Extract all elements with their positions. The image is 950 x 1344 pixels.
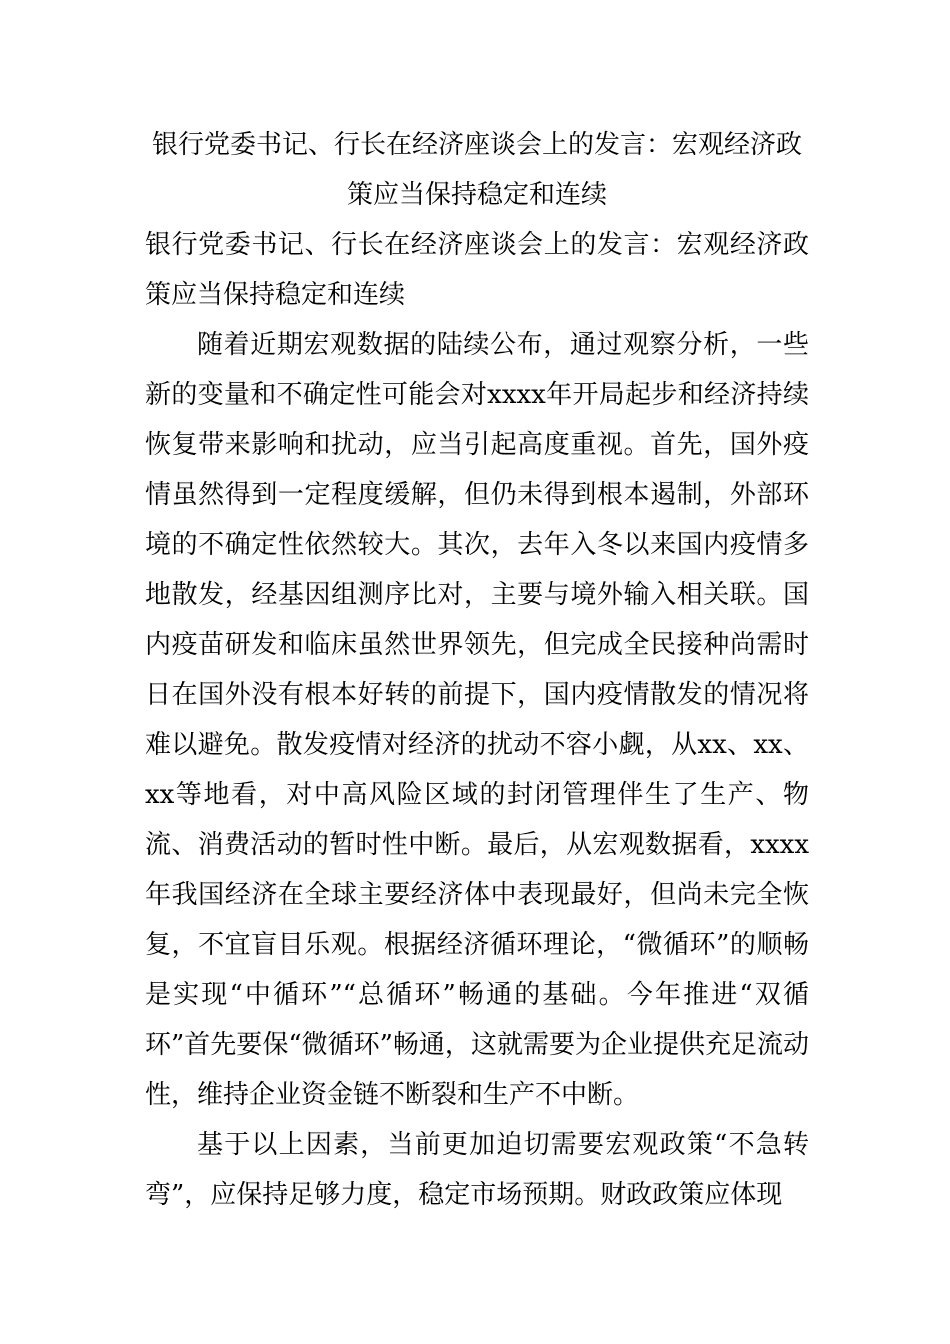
- document-page: [145, 120, 809, 1220]
- document-subtitle: 银行党委书记、行长在经济座谈会上的发言：宏观经济政策应当保持稳定和连续: [145, 230, 809, 310]
- document-title: 银行党委书记、行长在经济座谈会上的发言：宏观经济政策应当保持稳定和连续: [151, 130, 802, 210]
- body-paragraph-2: 基于以上因素，当前更加迫切需要宏观政策“不急转弯”，应保持足够力度，稳定市场预期。财政政策应体现: [145, 1130, 809, 1210]
- body-paragraph-1: 随着近期宏观数据的陆续公布，通过观察分析，一些新的变量和不确定性可能会对xxxx年开局起步和经济持续恢复带来影响和扰动，应当引起高度重视。首先，国外疫情虽然得到一定程度缓解，但仍未得到根本遏制，外部环境的不确定性依然较大。其次，去年入冬以来国内疫情多地散发，经基因组测序比对，主要与境外输入相关联。国内疫苗研发和临床虽然世界领先，但完成全民接种尚需时日在国外没有根本好转的前提下，国内疫情散发的情况将难以避免。散发疫情对经济的扰动不容小觑，从xx、xx、xx等地看，对中高风险区域的封闭管理伴生了生产、物流、消费活动的暂时性中断。最后，从宏观数据看，xxxx年我国经济在全球主要经济体中表现最好，但尚未完全恢复，不宜盲目乐观。根据经济循环理论，“微循环”的顺畅是实现“中循环”“总循环”畅通的基础。今年推进“双循环”首先要保“微循环”畅通，这就需要为企业提供充足流动性，维持企业资金链不断裂和生产不中断。: [145, 330, 809, 1110]
